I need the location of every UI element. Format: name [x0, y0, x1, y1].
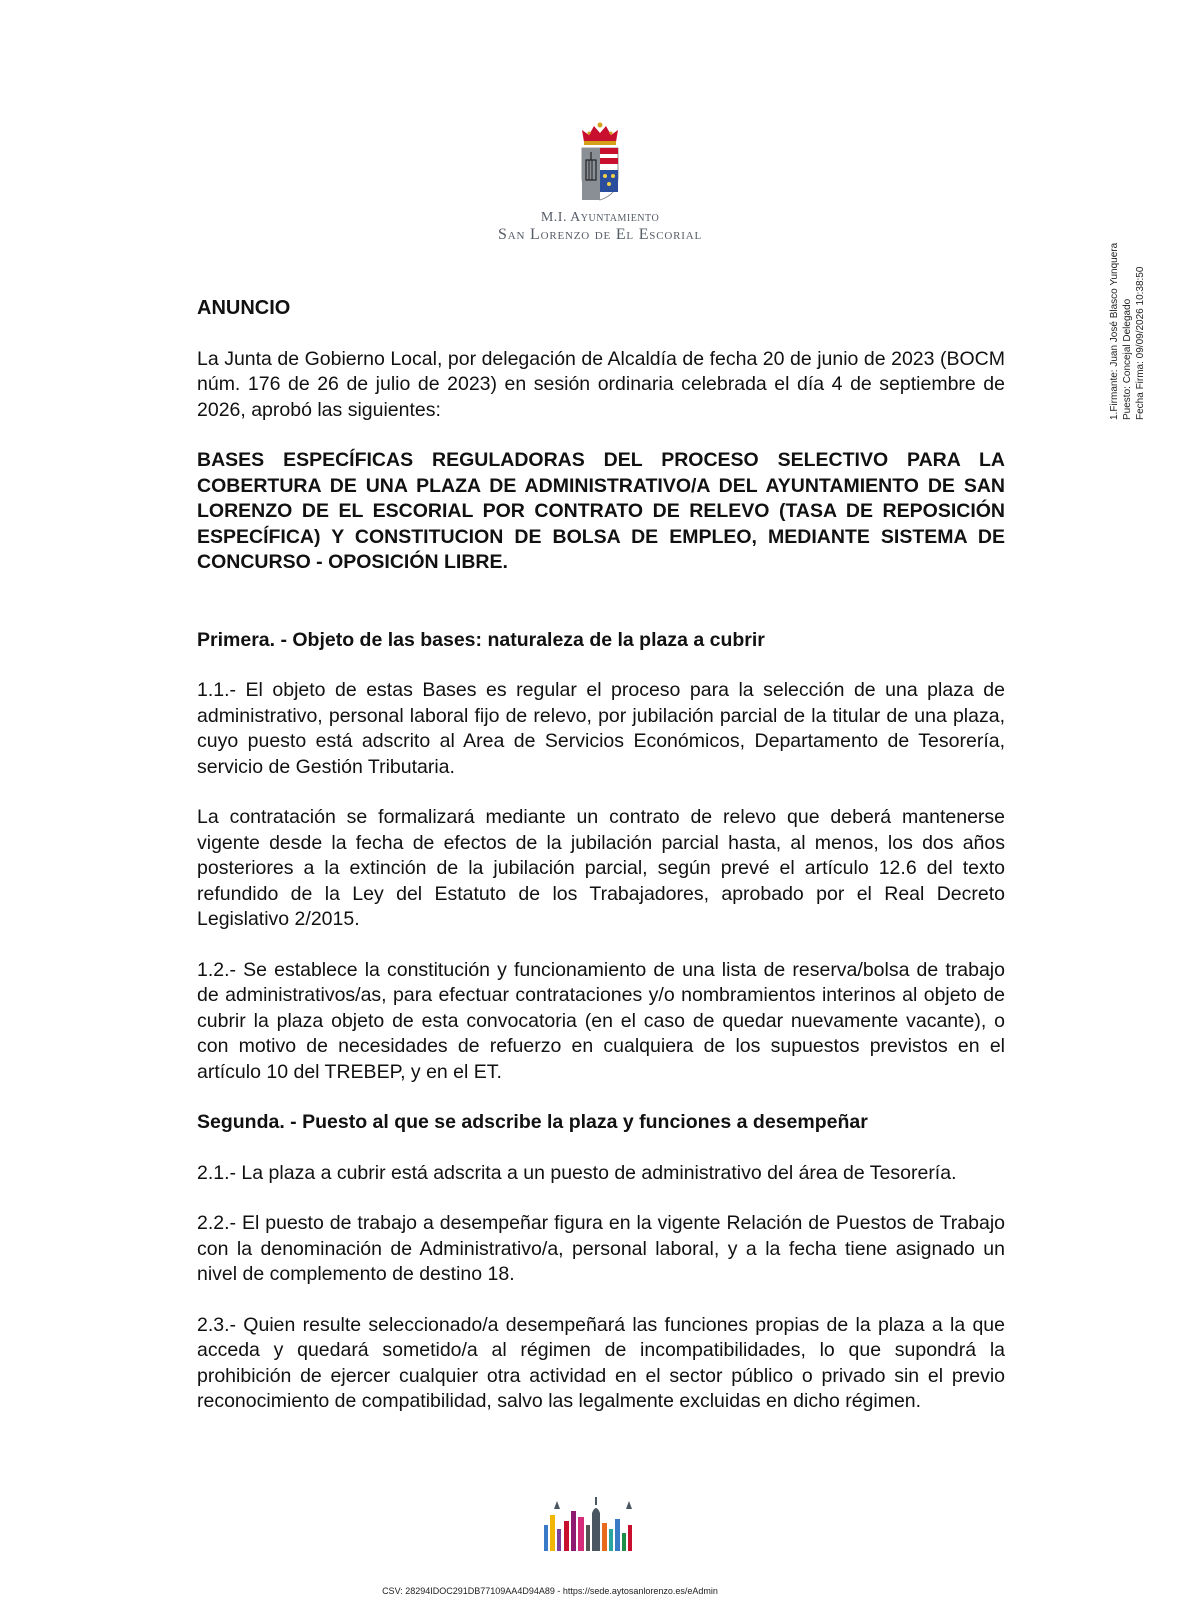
paragraph-1-1b: La contratación se formalizará mediante un contrato de relevo que deberá mantenerse vigente desde la fecha de efectos de la jubilación parcial hasta, al menos, los dos años posteriores a la extinción de la jubilación parcial, según prevé el artículo 12.6 del texto refundido de la Ley del Estatuto de los Trabajadores, aprobado por el Real Decreto Legislativo 2/2015.	[197, 806, 1005, 930]
org-name-line1: M.I. Ayuntamiento	[540, 210, 660, 225]
coat-of-arms-logo	[578, 120, 622, 202]
paragraph-1-2: 1.2.- Se establece la constitución y funcionamiento de una lista de reserva/bolsa de trabajo de administrativos/as, para efectuar contrataciones y/o nombramientos interinos al objeto de cubrir la plaza objeto de esta convocatoria (en el caso de quedar nuevamente vacante), o con motivo de necesidades de refuerzo en cualquiera de los supuestos previstos en el artículo 10 del TREBEP, y en el ET.	[197, 958, 1005, 1083]
signature-signer: 1.Firmante: Juan José Blasco Yunquera	[1109, 242, 1120, 420]
paragraph-2-1: 2.1.- La plaza a cubrir está adscrita a un puesto de administrativo del área de Tesorería.	[197, 1161, 957, 1184]
bases-title: BASES ESPECÍFICAS REGULADORAS DEL PROCESO SELECTIVO PARA LA COBERTURA DE UNA PLAZA DE ADMINISTRATIVO/A DEL AYUNTAMIENTO DE SAN LORENZO DE EL ESCORIAL POR CONTRATO DE RELEVO (TASA DE REPOSICIÓN ESPECÍFICA) Y CONSTITUCION DE BOLSA DE EMPLEO, MEDIANTE SISTEMA DE CONCURSO - OPOSICIÓN LIBRE.	[197, 449, 1005, 573]
org-name-line2: San Lorenzo de El Escorial	[498, 226, 702, 243]
signature-position: Puesto: Concejal Delegado	[1122, 298, 1133, 420]
csv-verification-code: CSV: 28294IDOC291DB77109AA4D94A89 - https://sede.aytosanlorenzo.es/eAdmin	[382, 1586, 718, 1596]
document-body	[197, 296, 1005, 1440]
section-heading-segunda: Segunda. - Puesto al que se adscribe la plaza y funciones a desempeñar	[197, 1111, 868, 1133]
signature-stamp	[1108, 243, 1147, 420]
paragraph-1-1: 1.1.- El objeto de estas Bases es regular el proceso para la selección de una plaza de administrativo, personal laboral fijo de relevo, por jubilación parcial de la titular de una plaza, cuyo puesto está adscrito al Area de Servicios Económicos, Departamento de Tesorería, servicio de Gestión Tributaria.	[197, 679, 1005, 778]
intro-paragraph: La Junta de Gobierno Local, por delegación de Alcaldía de fecha 20 de junio de 2023 (BOCM núm. 176 de 26 de julio de 2023) en sesión ordinaria celebrada el día 4 de septiembre de 2026, aprobó las siguientes:	[197, 347, 1005, 421]
paragraph-2-3: 2.3.- Quien resulte seleccionado/a desempeñará las funciones propias de la plaza a la que acceda y quedará sometido/a al régimen de incompatibilidades, lo que supondrá la prohibición de ejercer cualquier otra actividad en el sector público o privado sin el previo reconocimiento de compatibilidad, salvo las legalmente excluidas en dicho régimen.	[197, 1313, 1005, 1412]
footer-skyline-logo	[540, 1495, 660, 1555]
section-heading-primera: Primera. - Objeto de las bases: naturaleza de la plaza a cubrir	[197, 628, 765, 651]
signature-date: Fecha Firma: 09/09/2026 10:38:50	[1135, 266, 1146, 420]
document-title: ANUNCIO	[197, 297, 291, 319]
paragraph-2-2: 2.2.- El puesto de trabajo a desempeñar figura en la vigente Relación de Puestos de Trabajo con la denominación de Administrativo/a, personal laboral, y a la fecha tiene asignado un nivel de complemento de destino 18.	[197, 1212, 1005, 1285]
